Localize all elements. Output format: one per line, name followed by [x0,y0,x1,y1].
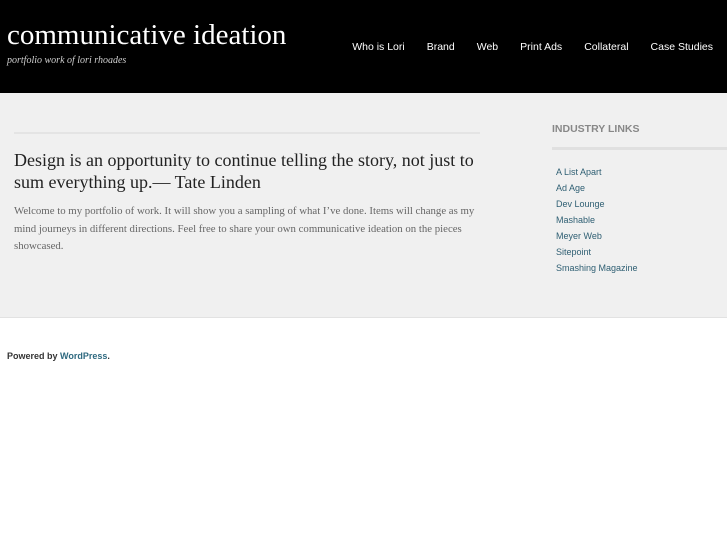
site-footer [7,350,110,362]
site-title[interactable]: communicative ideation [7,19,287,51]
link-a-list-apart[interactable]: A List Apart [556,167,602,177]
intro-paragraph: Welcome to my portfolio of work. It will show you a sampling of what I’ve done. Items will change as my mind journeys in different directions. Feel free to share your own communicative ideation on the pieces showcased. [14,205,475,252]
nav-item-who-is-lori[interactable]: Who is Lori [352,41,405,53]
nav-item-brand[interactable]: Brand [426,41,455,53]
featured-quote: Design is an opportunity to continue telling the story, not just to sum everything up.— Tate Linden [14,150,474,192]
site-tagline: portfolio work of lori rhoades [7,55,127,66]
nav-item-case-studies[interactable]: Case Studies [650,41,713,53]
footer-prefix: Powered by [7,351,61,361]
content-divider [14,132,480,134]
footer-suffix: . [107,351,110,361]
link-ad-age[interactable]: Ad Age [556,183,586,193]
link-meyer-web[interactable]: Meyer Web [556,231,602,241]
main-content-band [0,93,727,318]
main-nav [330,40,713,54]
nav-item-web[interactable]: Web [476,41,499,53]
sidebar-title: INDUSTRY LINKS [552,123,727,150]
nav-item-collateral[interactable]: Collateral [584,41,629,53]
link-smashing-magazine[interactable]: Smashing Magazine [556,263,638,273]
nav-item-print-ads[interactable]: Print Ads [520,41,563,53]
link-sitepoint[interactable]: Sitepoint [556,247,592,257]
industry-links-list [552,150,727,276]
sidebar [552,123,727,276]
link-mashable[interactable]: Mashable [556,215,596,225]
link-dev-lounge[interactable]: Dev Lounge [556,199,605,209]
wordpress-link[interactable]: WordPress [60,351,108,361]
main-content [14,132,480,256]
site-header [0,0,727,93]
